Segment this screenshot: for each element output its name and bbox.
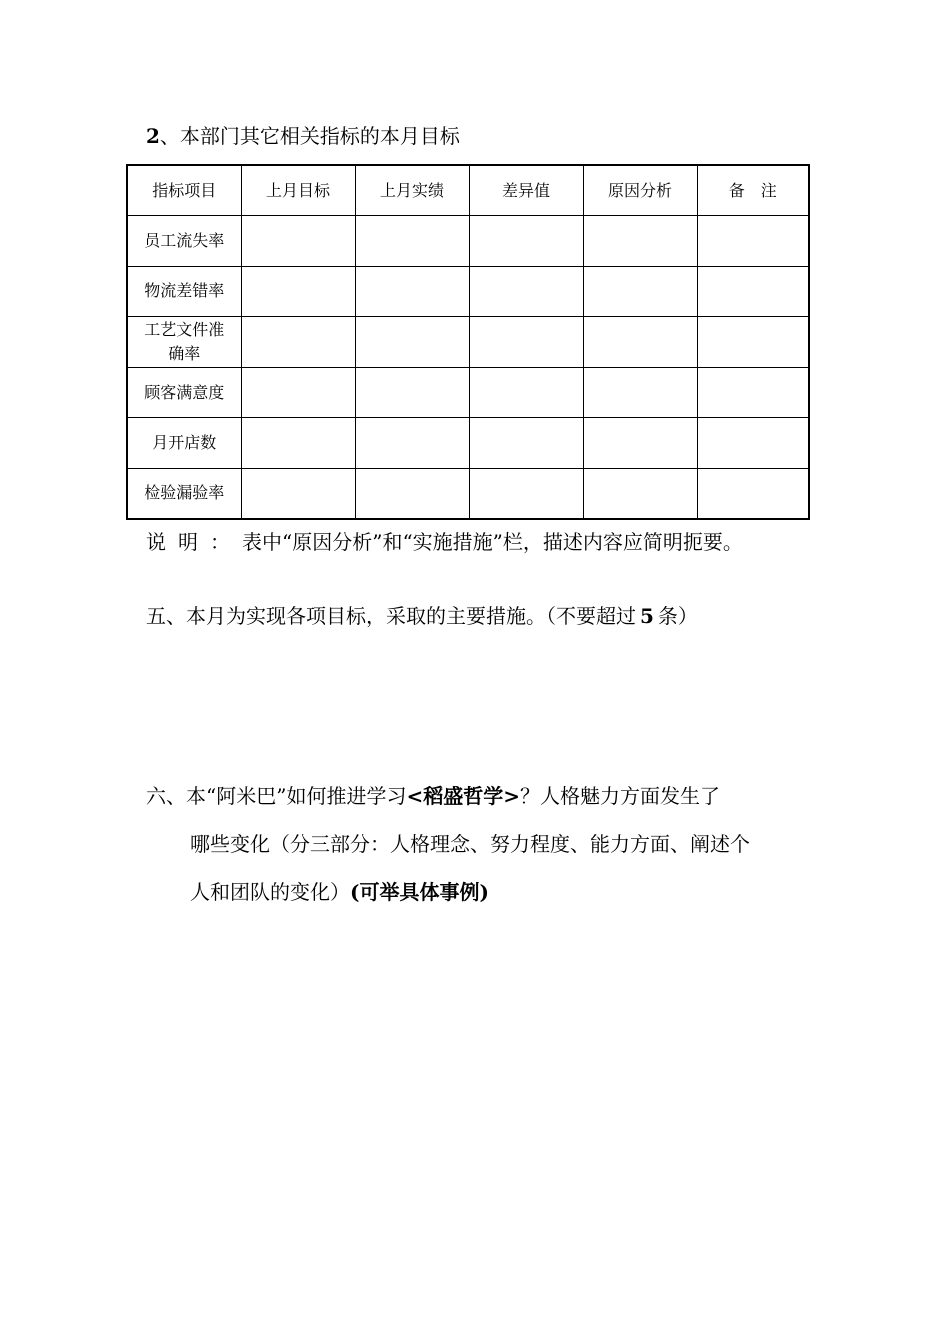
table-cell[interactable] xyxy=(583,216,697,267)
note-label: 说明： xyxy=(146,530,242,554)
table-cell[interactable] xyxy=(583,317,697,368)
table-row xyxy=(127,418,809,469)
row-label: 顾客满意度 xyxy=(127,367,241,418)
table-cell[interactable] xyxy=(583,266,697,317)
header-cell-last-actual: 上月实绩 xyxy=(355,165,469,216)
table-cell[interactable] xyxy=(241,317,355,368)
header-cell-difference: 差异值 xyxy=(469,165,583,216)
table-cell[interactable] xyxy=(241,367,355,418)
table-cell[interactable] xyxy=(469,317,583,368)
section-six-text: 六、本“阿米巴”如何推进学习 xyxy=(146,784,407,808)
table-cell[interactable] xyxy=(697,418,809,469)
table-cell[interactable] xyxy=(355,367,469,418)
book-title: <稻盛哲学> xyxy=(406,784,520,808)
table-cell[interactable] xyxy=(697,367,809,418)
row-label: 员工流失率 xyxy=(127,216,241,267)
table-cell[interactable] xyxy=(697,468,809,519)
table-row xyxy=(127,216,809,267)
section-six-line-3 xyxy=(146,868,826,916)
table-cell[interactable] xyxy=(241,266,355,317)
table-cell[interactable] xyxy=(355,418,469,469)
table-cell[interactable] xyxy=(697,216,809,267)
section-six-text: 人和团队的变化） xyxy=(190,880,350,904)
table-row xyxy=(127,266,809,317)
table-cell[interactable] xyxy=(469,468,583,519)
table-cell[interactable] xyxy=(697,317,809,368)
table-cell[interactable] xyxy=(469,418,583,469)
row-label: 物流差错率 xyxy=(127,266,241,317)
table-cell[interactable] xyxy=(241,216,355,267)
table-cell[interactable] xyxy=(355,317,469,368)
row-label: 检验漏验率 xyxy=(127,468,241,519)
header-cell-cause: 原因分析 xyxy=(583,165,697,216)
row-label: 工艺文件准确率 xyxy=(127,317,241,368)
table-cell[interactable] xyxy=(469,216,583,267)
table-cell[interactable] xyxy=(583,468,697,519)
table-row xyxy=(127,367,809,418)
table-row xyxy=(127,468,809,519)
table-cell[interactable] xyxy=(583,367,697,418)
table-row xyxy=(127,317,809,368)
header-cell-last-target: 上月目标 xyxy=(241,165,355,216)
header-cell-item: 指标项目 xyxy=(127,165,241,216)
table-cell[interactable] xyxy=(469,266,583,317)
section-six xyxy=(146,772,826,916)
heading-text: 、本部门其它相关指标的本月目标 xyxy=(159,124,460,148)
row-label: 月开店数 xyxy=(127,418,241,469)
header-cell-remarks: 备 注 xyxy=(697,165,809,216)
section-five xyxy=(146,600,698,632)
note-text: 表中“原因分析”和“实施措施”栏，描述内容应简明扼要。 xyxy=(242,530,743,554)
section-six-line-2: 哪些变化（分三部分：人格理念、努力程度、能力方面、阐述个 xyxy=(190,832,750,856)
section-six-text: ？人格魅力方面发生了 xyxy=(519,784,720,808)
table-note xyxy=(146,526,743,558)
section-five-count: 5 xyxy=(640,604,654,628)
section-five-text: 五、本月为实现各项目标，采取的主要措施。（不要超过 xyxy=(146,604,636,628)
table-cell[interactable] xyxy=(583,418,697,469)
table-cell[interactable] xyxy=(241,418,355,469)
metrics-table xyxy=(126,164,810,520)
table-cell[interactable] xyxy=(355,266,469,317)
section-six-example: (可举具体事例) xyxy=(350,880,489,904)
section-five-suffix: 条） xyxy=(657,604,698,628)
table-cell[interactable] xyxy=(469,367,583,418)
table-cell[interactable] xyxy=(355,468,469,519)
table-cell[interactable] xyxy=(355,216,469,267)
table-header-row xyxy=(127,165,809,216)
section-six-line-1 xyxy=(146,772,826,820)
section-heading xyxy=(146,121,460,151)
heading-number: 2 xyxy=(146,124,160,148)
table-cell[interactable] xyxy=(241,468,355,519)
table-cell[interactable] xyxy=(697,266,809,317)
